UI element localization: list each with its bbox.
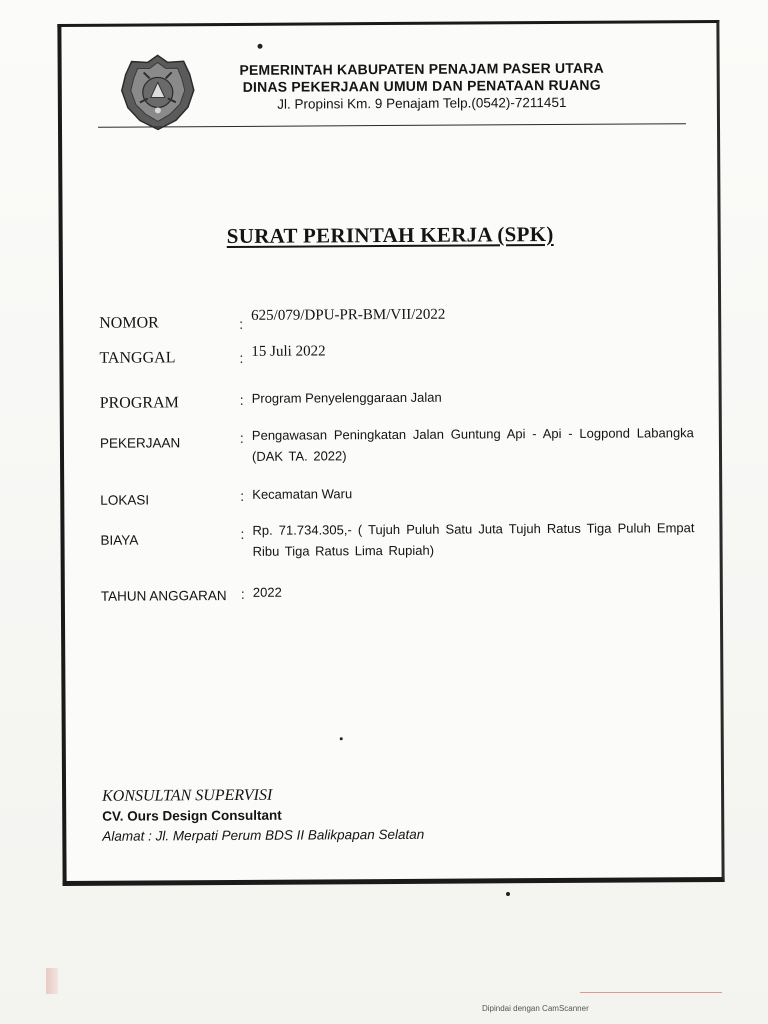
field-colon: :: [239, 429, 244, 446]
document-title: [63, 221, 718, 250]
consultant-address: Alamat : Jl. Merpati Perum BDS II Balikpapan Selatan: [102, 826, 425, 844]
letterhead: [212, 60, 632, 115]
letterhead-address: Jl. Propinsi Km. 9 Penajam Telp.(0542)-7211451: [277, 94, 567, 112]
consultant-name: CV. Ours Design Consultant: [102, 807, 282, 824]
regency-emblem-icon: [118, 52, 198, 132]
field-label-lokasi: LOKASI: [100, 492, 150, 508]
scan-edge-line: [580, 992, 722, 993]
scan-speck: [506, 892, 510, 896]
field-value-program: Program Penyelenggaraan Jalan: [251, 389, 442, 406]
field-colon: :: [240, 585, 245, 602]
field-label-pekerjaan: PEKERJAAN: [99, 435, 181, 451]
field-colon: :: [239, 349, 244, 366]
field-value-nomor: 625/079/DPU-PR-BM/VII/2022: [251, 306, 446, 324]
field-colon: :: [239, 391, 244, 408]
consultant-title: KONSULTAN SUPERVISI: [102, 786, 273, 805]
field-colon: :: [240, 487, 245, 504]
field-value-tahun-anggaran: 2022: [252, 584, 282, 600]
field-colon: :: [239, 315, 244, 332]
document-title-text: SURAT PERINTAH KERJA (SPK): [226, 222, 554, 248]
field-label-biaya: BIAYA: [100, 532, 139, 548]
field-label-program: PROGRAM: [99, 394, 179, 412]
consultant-block: [102, 785, 424, 847]
scan-speck: [340, 737, 343, 740]
field-value-lokasi: Kecamatan Waru: [252, 486, 353, 502]
field-value-tanggal: 15 Juli 2022: [251, 343, 326, 360]
field-label-nomor: NOMOR: [99, 314, 159, 332]
document-frame: [57, 20, 724, 886]
field-colon: :: [240, 525, 245, 542]
scan-speck: [257, 44, 262, 49]
letterhead-government-name: PEMERINTAH KABUPATEN PENAJAM PASER UTARA: [239, 59, 604, 78]
scanner-watermark: Dipindai dengan CamScanner: [482, 1004, 589, 1013]
field-label-tanggal: TANGGAL: [99, 349, 176, 367]
field-label-tahun-anggaran: TAHUN ANGGARAN: [100, 588, 227, 604]
document-content: [61, 23, 721, 881]
field-value-pekerjaan: Pengawasan Peningkatan Jalan Guntung Api - Api - Logpond Labangka (DAK TA. 2022): [251, 425, 694, 464]
scan-edge-mark: [46, 968, 58, 994]
letterhead-agency-name: DINAS PEKERJAAN UMUM DAN PENATAAN RUANG: [242, 76, 601, 95]
field-value-biaya: Rp. 71.734.305,- ( Tujuh Puluh Satu Juta Tujuh Ratus Tiga Puluh Empat Ribu Tiga Ratus Lima Rupiah): [252, 520, 695, 559]
